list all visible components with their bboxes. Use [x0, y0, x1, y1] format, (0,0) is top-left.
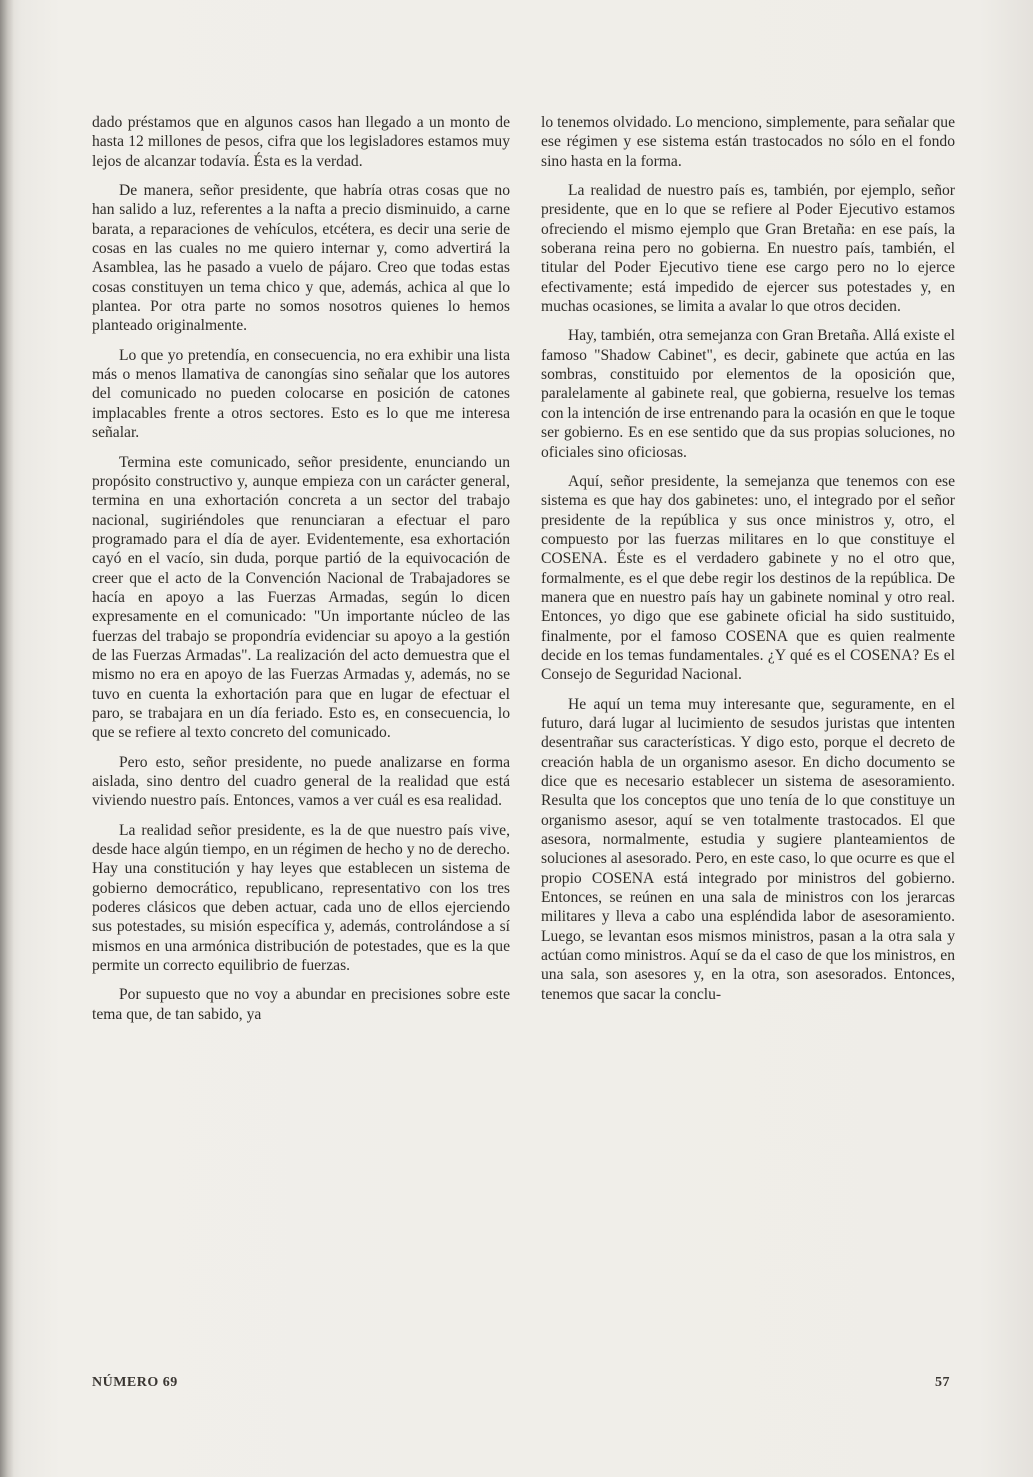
right-column	[541, 113, 955, 1363]
paragraph: Lo que yo pretendía, en consecuencia, no era exhibir una lista más o menos llamativa de canongías sino señalar que los autores del comunicado no pueden colocarse en posición de catones implacables frente a otros sectores. Esto es lo que me interesa señalar.	[92, 346, 510, 442]
paragraph: Por supuesto que no voy a abundar en precisiones sobre este tema que, de tan sabido, ya	[92, 986, 510, 1023]
paragraph: La realidad señor presidente, es la de que nuestro país vive, desde hace algún tiempo, en un régimen de hecho y no de derecho. Hay una constitución y hay leyes que establecen un sistema de gobierno democrático, republicano, representativo con los tres poderes clásicos que deben actuar, cada uno de ellos ejerciendo sus potestades, su misión específica y, además, controlándose a sí mismos en una armónica distribución de potestades, que es la que permite un correcto equilibrio de fuerzas.	[92, 821, 510, 975]
paragraph: De manera, señor presidente, que habría otras cosas que no han salido a luz, referentes a la nafta a precio disminuido, a carne barata, a reparaciones de vehículos, etcétera, es decir una serie de cosas en las cuales no me quiero internar y, como advertirá la Asamblea, las he pasado a vuelo de pájaro. Creo que todas estas cosas constituyen un tema chico y que, además, achica al que lo plantea. Por otra parte no somos nosotros quienes lo hemos planteado originalmente.	[92, 182, 510, 335]
page-number: 57	[935, 1375, 950, 1390]
left-column	[92, 113, 510, 1363]
paragraph: Pero esto, señor presidente, no puede analizarse en forma aislada, sino dentro del cuadro general de la realidad que está viviendo nuestro país. Entonces, vamos a ver cuál es esa realidad.	[92, 753, 510, 810]
paragraph: lo tenemos olvidado. Lo menciono, simplemente, para señalar que ese régimen y ese sistema están trastocados no sólo en el fondo sino hasta en la forma.	[541, 114, 955, 170]
paragraph: dado préstamos que en algunos casos han llegado a un monto de hasta 12 millones de pesos, cifra que los legisladores estamos muy lejos de alcanzar todavía. Ésta es la verdad.	[92, 114, 510, 170]
paragraph: Termina este comunicado, señor presidente, enunciando un propósito constructivo y, aunque empieza con un carácter general, termina en una exhortación concreta a un sector del trabajo nacional, sugiriéndoles que renunciaran a efectuar el paro programado para el día de ayer. Evidentemente, esa exhortación cayó en el vacío, sin duda, porque partió de la equivocación de creer que el acto de la Convención Nacional de Trabajadores se hacía en apoyo a las Fuerzas Armadas, según lo dicen expresamente en el comunicado: "Un importante núcleo de las fuerzas del trabajo se propondría evidenciar su apoyo a la gestión de las Fuerzas Armadas". La realización del acto demuestra que el mismo no era en apoyo de las Fuerzas Armadas y, además, no se tuvo en cuenta la exhortación para que en lugar de efectuar el paro, se trabajara en un día feriado. Esto es, en consecuencia, lo que se refiere al texto concreto del comunicado.	[92, 453, 510, 742]
paragraph: La realidad de nuestro país es, también, por ejemplo, señor presidente, que en lo que se refiere al Poder Ejecutivo estamos ofreciendo el mismo ejemplo que Gran Bretaña: en ese país, la soberana reina pero no gobierna. En nuestro país, también, el titular del Poder Ejecutivo tiene ese cargo pero no lo ejerce efectivamente; está impedido de ejercer sus potestades y, en muchas ocasiones, se limita a avalar lo que otros deciden.	[541, 182, 955, 316]
issue-number: NÚMERO 69	[92, 1375, 178, 1390]
paragraph: Hay, también, otra semejanza con Gran Bretaña. Allá existe el famoso "Shadow Cabinet", es decir, gabinete que actúa en las sombras, constituido por elementos de la oposición que, paralelamente al gabinete real, que gobierna, resuelve los temas con la intención de irse entrenando para la ocasión en que le toque ser gobierno. Es en ese sentido que da sus propias soluciones, no oficiales sino oficiosas.	[541, 327, 955, 461]
paragraph: He aquí un tema muy interesante que, seguramente, en el futuro, dará lugar al lucimiento de sesudos juristas que intenten desentrañar sus características. Y digo esto, porque el decreto de creación habla de un organismo asesor. En dicho documento se dice que es necesario establecer un sistema de asesoramiento. Resulta que los conceptos que uno tenía de lo que constituye un organismo asesor, aquí se ven totalmente trastocados. El que asesora, normalmente, estudia y sugiere planteamientos de soluciones al asesorado. Pero, en este caso, lo que ocurre es que el propio COSENA está integrado por ministros del gobierno. Entonces, se reúnen en una sala de ministros con los jerarcas militares y lleva a cabo una espléndida labor de asesoramiento. Luego, se levantan esos mismos ministros, pasan a la otra sala y actúan como ministros. Aquí se da el caso de que los ministros, en una sala, son asesores y, en la otra, son asesorados. Entonces, tenemos que sacar la conclu-	[541, 695, 955, 1003]
binding-shadow	[0, 0, 14, 1477]
paragraph: Aquí, señor presidente, la semejanza que tenemos con ese sistema es que hay dos gabinetes: uno, el integrado por el señor presidente de la república y sus once ministros y, otro, el compuesto por las fuerzas militares en lo que constituye el COSENA. Éste es el verdadero gabinete y no el otro que, formalmente, es el que debe regir los destinos de la república. De manera que en nuestro país hay un gabinete nominal y otro real. Entonces, yo digo que ese gabinete oficial ha sido sustituido, finalmente, por el famoso COSENA que es quien realmente decide en los temas fundamentales. ¿Y qué es el COSENA? Es el Consejo de Seguridad Nacional.	[541, 472, 955, 684]
